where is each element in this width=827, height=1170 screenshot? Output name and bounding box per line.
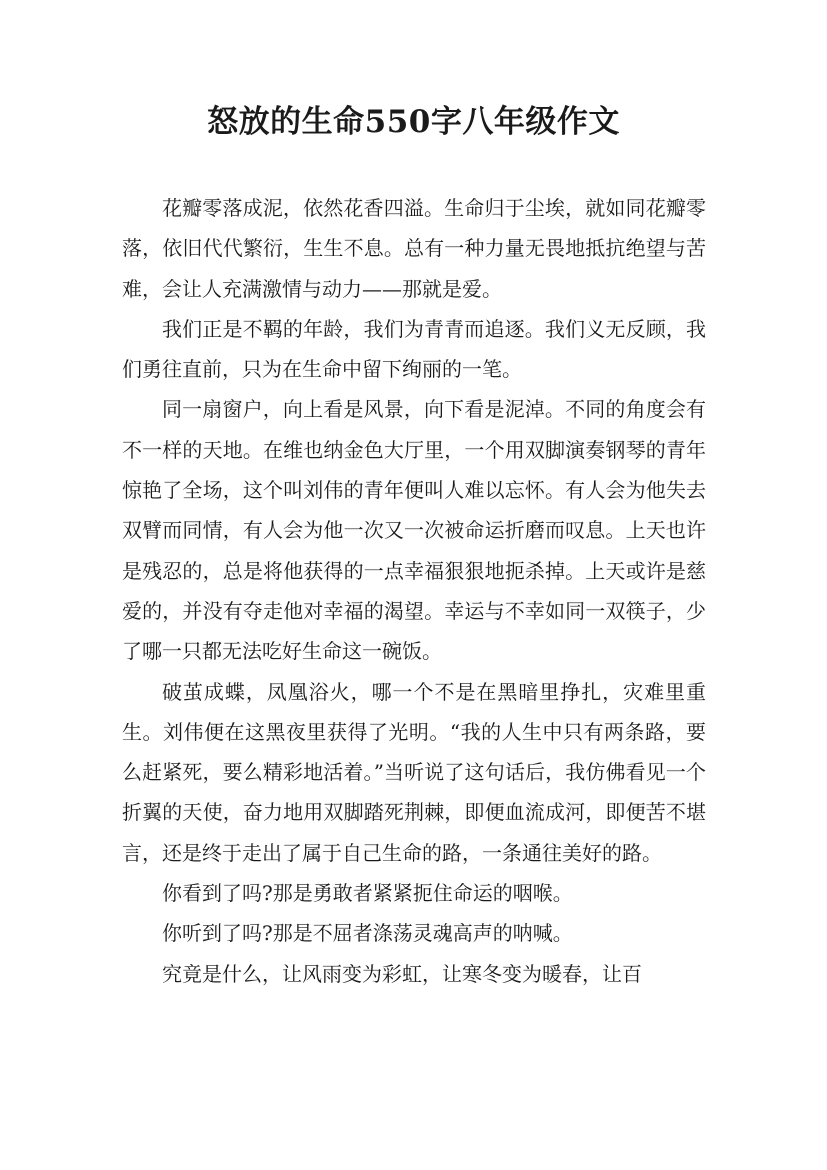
paragraph: 同一扇窗户，向上看是风景，向下看是泥淖。不同的角度会有不一样的天地。在维也纳金色大厅里，一个用双脚演奏钢琴的青年惊艳了全场，这个叫刘伟的青年便叫人难以忘怀。有人会为他失去双臂而同情，有人会为他一次又一次被命运折磨而叹息。上天也许是残忍的，总是将他获得的一点幸福狠狠地扼杀掉。上天或许是慈爱的，并没有夺走他对幸福的渴望。幸运与不幸如同一双筷子，少了哪一只都无法吃好生命这一碗饭。 [122, 397, 706, 664]
paragraph: 你看到了吗?那是勇敢者紧紧扼住命运的咽喉。 [162, 881, 573, 906]
paragraph: 你听到了吗?那是不屈者涤荡灵魂高声的呐喊。 [162, 921, 573, 946]
paragraph: 花瓣零落成泥，依然花香四溢。生命归于尘埃，就如同花瓣零落，依旧代代繁衍，生生不息。总有一种力量无畏地抵抗绝望与苦难，会让人充满激情与动力——那就是爱。 [122, 196, 706, 301]
paragraph: 我们正是不羁的年龄，我们为青青而追逐。我们义无反顾，我们勇往直前，只为在生命中留下绚丽的一笔。 [122, 316, 706, 382]
paragraph: 究竟是什么，让风雨变为彩虹，让寒冬变为暖春，让百 [162, 961, 642, 986]
paragraph: 破茧成蝶，凤凰浴火，哪一个不是在黑暗里挣扎，灾难里重生。刘伟便在这黑夜里获得了光明。“我的人生中只有两条路，要么赶紧死，要么精彩地活着。”当听说了这句话后，我仿佛看见一个折翼的天使，奋力地用双脚踏死荆棘，即便血流成河，即便苦不堪言，还是终于走出了属于自己生命的路，一条通往美好的路。 [122, 679, 706, 865]
document-body [122, 188, 706, 994]
document-title: 怒放的生命550字八年级作文 [207, 104, 620, 140]
